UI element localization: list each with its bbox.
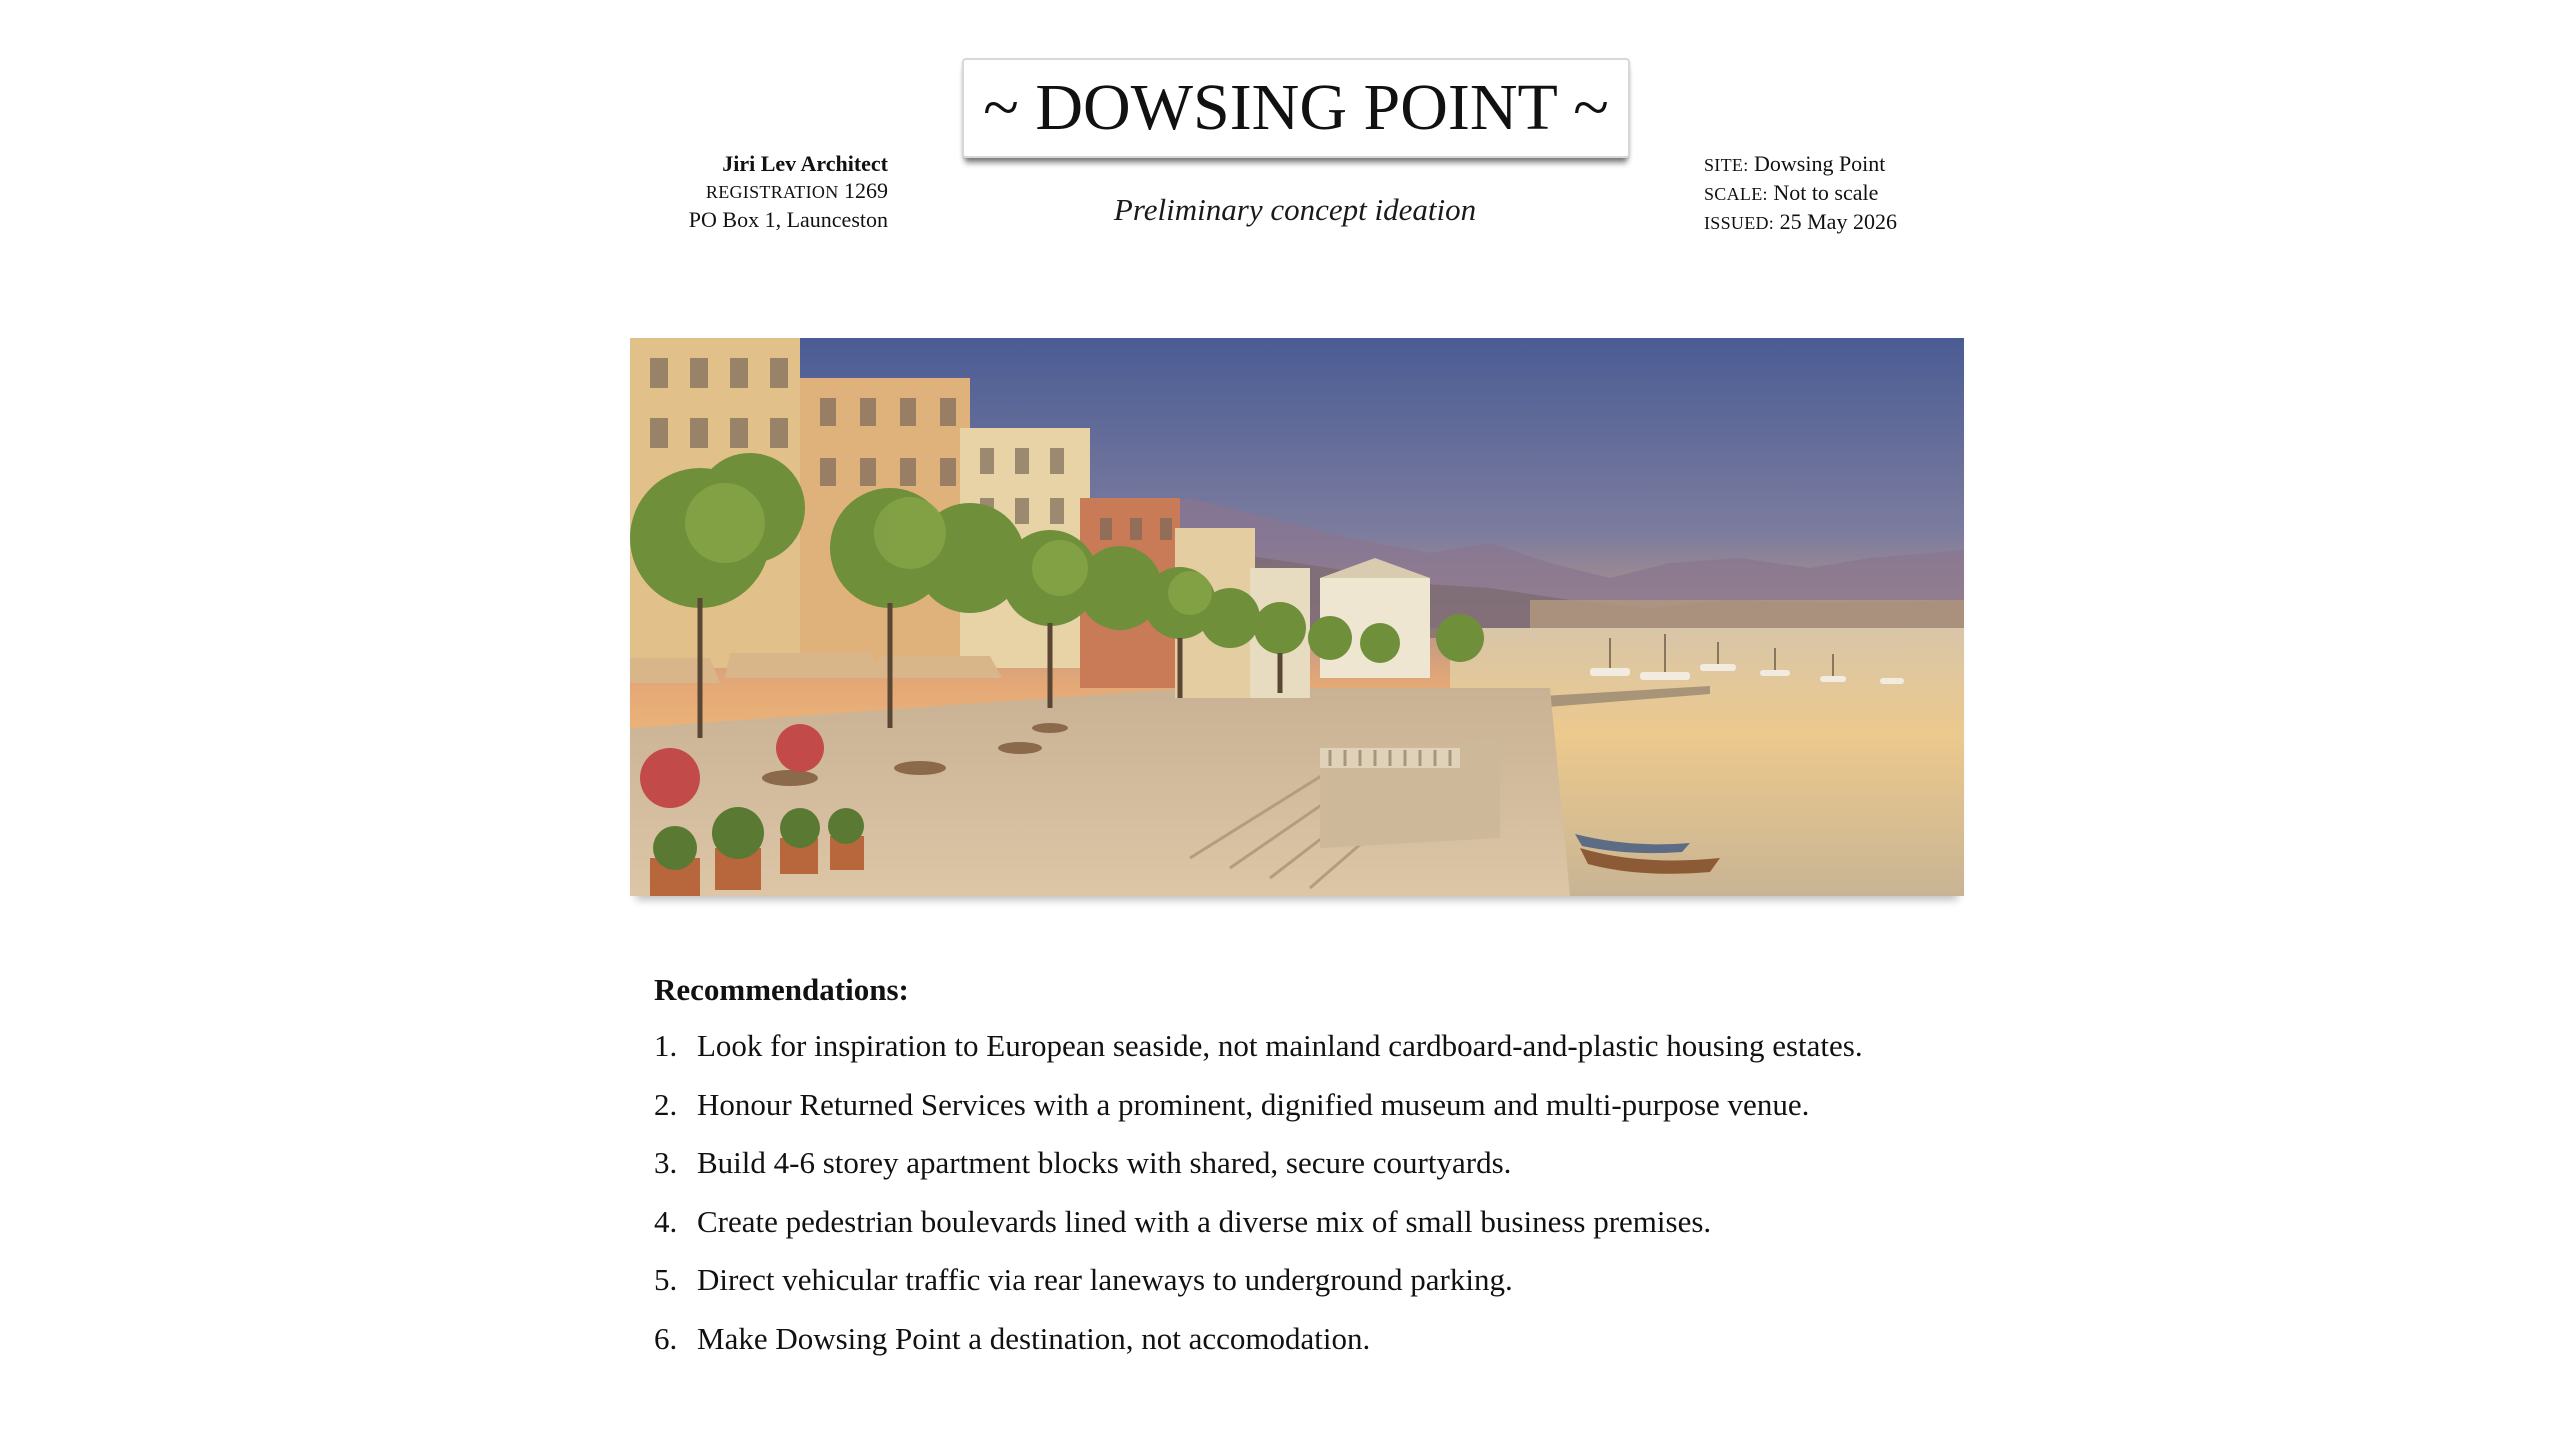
recommendation-text: Create pedestrian boulevards lined with a diverse mix of small business premises. [697,1203,1712,1239]
scale-label: SCALE: [1704,184,1768,204]
architect-address: PO Box 1, Launceston [688,207,888,232]
recommendation-number: 1. [654,1028,678,1063]
recommendation-text: Look for inspiration to European seaside, not mainland cardboard-and-plastic housing estates. [697,1028,1863,1063]
site-value: Dowsing Point [1754,151,1886,176]
registration-line [689,177,888,206]
scale-value: Not to scale [1773,180,1879,205]
recommendation-text: Build 4-6 storey apartment blocks with shared, secure courtyards. [697,1145,1512,1181]
architect-details [689,150,888,233]
recommendation-text: Honour Returned Services with a prominent, dignified museum and multi-purpose venue. [697,1086,1810,1122]
recommendation-text: Direct vehicular traffic via rear laneways to underground parking. [697,1262,1513,1298]
registration-label: REGISTRATION [705,182,839,202]
page-subtitle: Preliminary concept ideation [1113,192,1477,227]
recommendations-heading: Recommendations: [654,972,909,1007]
page-title: ~ DOWSING POINT ~ [983,71,1609,144]
waterfront-illustration-svg [630,338,1964,896]
recommendations-section [654,972,2054,1380]
issued-label: ISSUED: [1704,213,1775,233]
recommendation-number: 3. [654,1145,678,1181]
recommendation-number: 5. [654,1262,678,1298]
recommendation-item [654,1321,2054,1380]
scale-line [1704,179,1897,208]
recommendation-item [654,1204,2054,1263]
title-banner [962,58,1630,158]
recommendation-item [654,1262,2054,1321]
recommendation-number: 2. [654,1086,678,1122]
architect-name: Jiri Lev Architect [722,151,888,176]
recommendation-number: 4. [654,1203,678,1239]
site-label: SITE: [1704,155,1749,175]
issued-value: 25 May 2026 [1779,209,1897,234]
site-line [1704,150,1897,179]
recommendation-text: Make Dowsing Point a destination, not accomodation. [697,1320,1371,1356]
recommendation-number: 6. [654,1320,678,1356]
project-details [1704,150,1897,237]
waterfront-illustration [630,338,1964,896]
registration-number: 1269 [844,178,888,203]
recommendation-item [654,1087,2054,1146]
recommendation-item [654,1145,2054,1204]
issued-line [1704,208,1897,237]
recommendation-item [654,1028,2054,1087]
